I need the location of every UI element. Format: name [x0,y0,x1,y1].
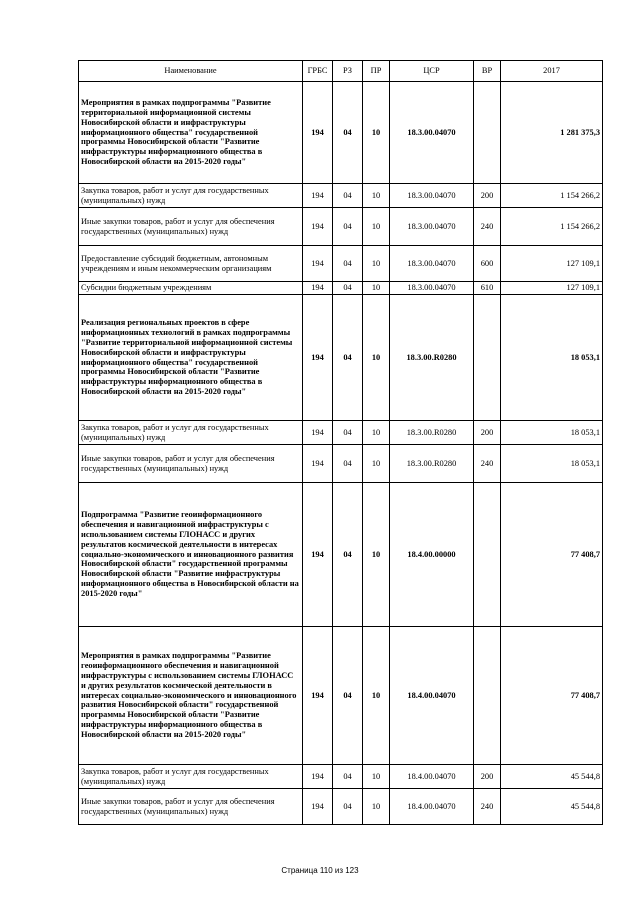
cell-pr: 10 [363,627,390,765]
cell-amount-2017: 77 408,7 [501,483,603,627]
cell-amount-2017: 1 281 375,3 [501,82,603,184]
cell-vr: 200 [474,184,501,208]
cell-grbs: 194 [303,421,333,445]
cell-grbs: 194 [303,246,333,282]
cell-vr [474,295,501,421]
cell-rz: 04 [333,483,363,627]
cell-csr: 18.4.00.00000 [390,483,474,627]
cell-pr: 10 [363,765,390,789]
cell-vr: 600 [474,246,501,282]
cell-pr: 10 [363,445,390,483]
cell-pr: 10 [363,483,390,627]
cell-grbs: 194 [303,483,333,627]
cell-grbs: 194 [303,82,333,184]
cell-vr: 200 [474,421,501,445]
cell-rz: 04 [333,208,363,246]
table-row [79,295,603,421]
cell-grbs: 194 [303,445,333,483]
header-grbs: ГРБС [303,61,333,82]
cell-grbs: 194 [303,282,333,295]
cell-grbs: 194 [303,184,333,208]
cell-pr: 10 [363,789,390,825]
table-row [79,789,603,825]
header-name: Наименование [79,61,303,82]
cell-pr: 10 [363,82,390,184]
cell-csr: 18.3.00.04070 [390,246,474,282]
cell-name: Закупка товаров, работ и услуг для государственных (муниципальных) нужд [79,765,303,789]
table-row [79,246,603,282]
cell-amount-2017: 45 544,8 [501,765,603,789]
cell-pr: 10 [363,208,390,246]
cell-csr: 18.3.00.04070 [390,184,474,208]
cell-vr: 610 [474,282,501,295]
cell-name: Закупка товаров, работ и услуг для государственных (муниципальных) нужд [79,421,303,445]
table-row [79,282,603,295]
cell-csr: 18.3.00.04070 [390,208,474,246]
header-csr: ЦСР [390,61,474,82]
cell-vr: 200 [474,765,501,789]
cell-grbs: 194 [303,627,333,765]
cell-vr: 240 [474,445,501,483]
cell-amount-2017: 127 109,1 [501,246,603,282]
header-year-2017: 2017 [501,61,603,82]
table-row [79,765,603,789]
budget-table [78,60,603,825]
cell-vr: 240 [474,208,501,246]
cell-name: Подпрограмма "Развитие геоинформационного обеспечения и навигационной инфраструктуры с использованием системы ГЛОНАСС и других результатов космической деятельности в интересах социально-экономического и инновационного развития Новосибирской области" государственной программы Новосибирской области "Развитие инфраструктуры информационного общества в Новосибирской области на 2015-2020 годы" [79,483,303,627]
cell-vr [474,627,501,765]
table-row [79,627,603,765]
cell-csr: 18.3.00.04070 [390,282,474,295]
cell-vr [474,82,501,184]
cell-name: Предоставление субсидий бюджетным, автономным учреждениям и иным некоммерческим организациям [79,246,303,282]
cell-name: Мероприятия в рамках подпрограммы "Развитие территориальной информационной системы Новосибирской области и инфраструктуры информационного общества" государственной программы Новосибирской области "Развитие инфраструктуры информационного общества в Новосибирской области на 2015-2020 годы" [79,82,303,184]
table-row [79,421,603,445]
cell-csr: 18.4.00.04070 [390,765,474,789]
cell-grbs: 194 [303,295,333,421]
cell-rz: 04 [333,445,363,483]
cell-amount-2017: 18 053,1 [501,445,603,483]
cell-vr: 240 [474,789,501,825]
cell-csr: 18.4.00.04070 [390,789,474,825]
cell-grbs: 194 [303,765,333,789]
cell-rz: 04 [333,627,363,765]
header-pr: ПР [363,61,390,82]
cell-rz: 04 [333,246,363,282]
cell-name: Реализация региональных проектов в сфере информационных технологий в рамках подпрограммы "Развитие территориальной информационной системы Новосибирской области и инфраструктуры информационного общества" государственной программы Новосибирской области "Развитие инфраструктуры информационного общества в Новосибирской области на 2015-2020 годы" [79,295,303,421]
cell-name: Закупка товаров, работ и услуг для государственных (муниципальных) нужд [79,184,303,208]
table-row [79,483,603,627]
cell-amount-2017: 45 544,8 [501,789,603,825]
cell-rz: 04 [333,82,363,184]
cell-csr: 18.4.00.04070 [390,627,474,765]
cell-rz: 04 [333,295,363,421]
cell-csr: 18.3.00.04070 [390,82,474,184]
cell-name: Субсидии бюджетным учреждениям [79,282,303,295]
table-row [79,82,603,184]
cell-amount-2017: 1 154 266,2 [501,208,603,246]
cell-pr: 10 [363,246,390,282]
cell-rz: 04 [333,765,363,789]
cell-pr: 10 [363,421,390,445]
header-rz: РЗ [333,61,363,82]
cell-amount-2017: 77 408,7 [501,627,603,765]
cell-csr: 18.3.00.R0280 [390,421,474,445]
table-row [79,184,603,208]
cell-grbs: 194 [303,208,333,246]
table-row [79,208,603,246]
cell-pr: 10 [363,295,390,421]
cell-grbs: 194 [303,789,333,825]
table-row [79,445,603,483]
table-body [79,82,603,825]
cell-csr: 18.3.00.R0280 [390,295,474,421]
cell-rz: 04 [333,282,363,295]
cell-name: Мероприятия в рамках подпрограммы "Развитие геоинформационного обеспечения и навигационной инфраструктуры с использованием системы ГЛОНАСС и других результатов космической деятельности в интересах социально-экономического и инновационного развития Новосибирской области" государственной программы Новосибирской области "Развитие инфраструктуры информационного общества в Новосибирской области на 2015-2020 годы" [79,627,303,765]
cell-rz: 04 [333,184,363,208]
cell-amount-2017: 18 053,1 [501,421,603,445]
cell-rz: 04 [333,421,363,445]
cell-amount-2017: 18 053,1 [501,295,603,421]
cell-amount-2017: 1 154 266,2 [501,184,603,208]
cell-name: Иные закупки товаров, работ и услуг для обеспечения государственных (муниципальных) нужд [79,445,303,483]
cell-csr: 18.3.00.R0280 [390,445,474,483]
cell-vr [474,483,501,627]
header-vr: ВР [474,61,501,82]
cell-pr: 10 [363,184,390,208]
cell-amount-2017: 127 109,1 [501,282,603,295]
cell-pr: 10 [363,282,390,295]
page-number: Страница 110 из 123 [281,866,359,875]
table-header-row [79,61,603,82]
cell-name: Иные закупки товаров, работ и услуг для обеспечения государственных (муниципальных) нужд [79,208,303,246]
cell-rz: 04 [333,789,363,825]
cell-name: Иные закупки товаров, работ и услуг для обеспечения государственных (муниципальных) нужд [79,789,303,825]
